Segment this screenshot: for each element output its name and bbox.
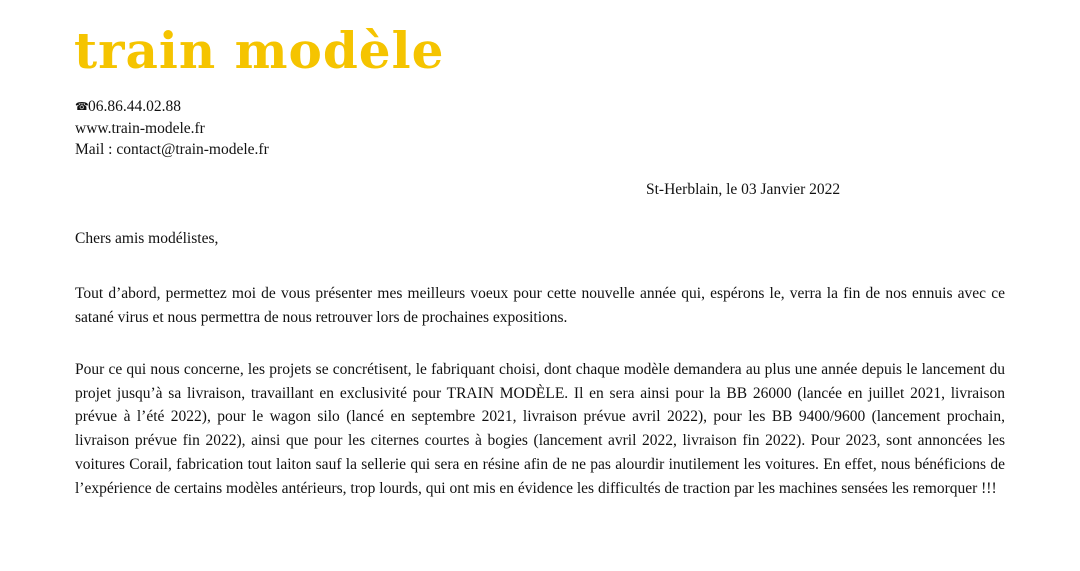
letter-date: St-Herblain, le 03 Janvier 2022 <box>646 181 841 198</box>
paragraph-greetings: Tout d’abord, permettez moi de vous présenter mes meilleurs voeux pour cette nouvelle année qui, espérons le, verra la fin de nos ennuis avec ce satané virus et nous permettra de nous retrouver lors de prochaines expositions. <box>75 285 1005 326</box>
phone-line <box>75 96 269 118</box>
brand-logo: train modèle <box>74 21 445 80</box>
mail-text: Mail : contact@train-modele.fr <box>75 141 269 158</box>
salutation: Chers amis modélistes, <box>75 230 219 247</box>
paragraph-projects: Pour ce qui nous concerne, les projets se concrétisent, le fabriquant choisi, dont chaque modèle demandera au plus une année depuis le lancement du projet jusqu’à sa livraison, travaillant en exclusivité pour TRAIN MODÈLE. Il en sera ainsi pour la BB 26000 (lancée en juillet 2021, livraison prévue à l’été 2022), pour le wagon silo (lancé en septembre 2021, livraison prévue avril 2022), pour les BB 9400/9600 (lancement prochain, livraison prévue fin 2022), ainsi que pour les citernes courtes à bogies (lancement avril 2022, livraison fin 2022). Pour 2023, sont annoncées les voitures Corail, fabrication tout laiton sauf la sellerie qui sera en résine afin de ne pas alourdir inutilement les voitures. En effet, nous bénéficions de l’expérience de certains modèles antérieurs, trop lourds, qui ont mis en évidence les difficultés de traction par les machines sensées les remorquer !!! <box>75 361 1005 497</box>
website-text: www.train-modele.fr <box>75 120 205 137</box>
contact-block <box>75 96 269 160</box>
phone-number: 06.86.44.02.88 <box>88 98 181 115</box>
phone-icon: ☎ <box>75 101 89 113</box>
